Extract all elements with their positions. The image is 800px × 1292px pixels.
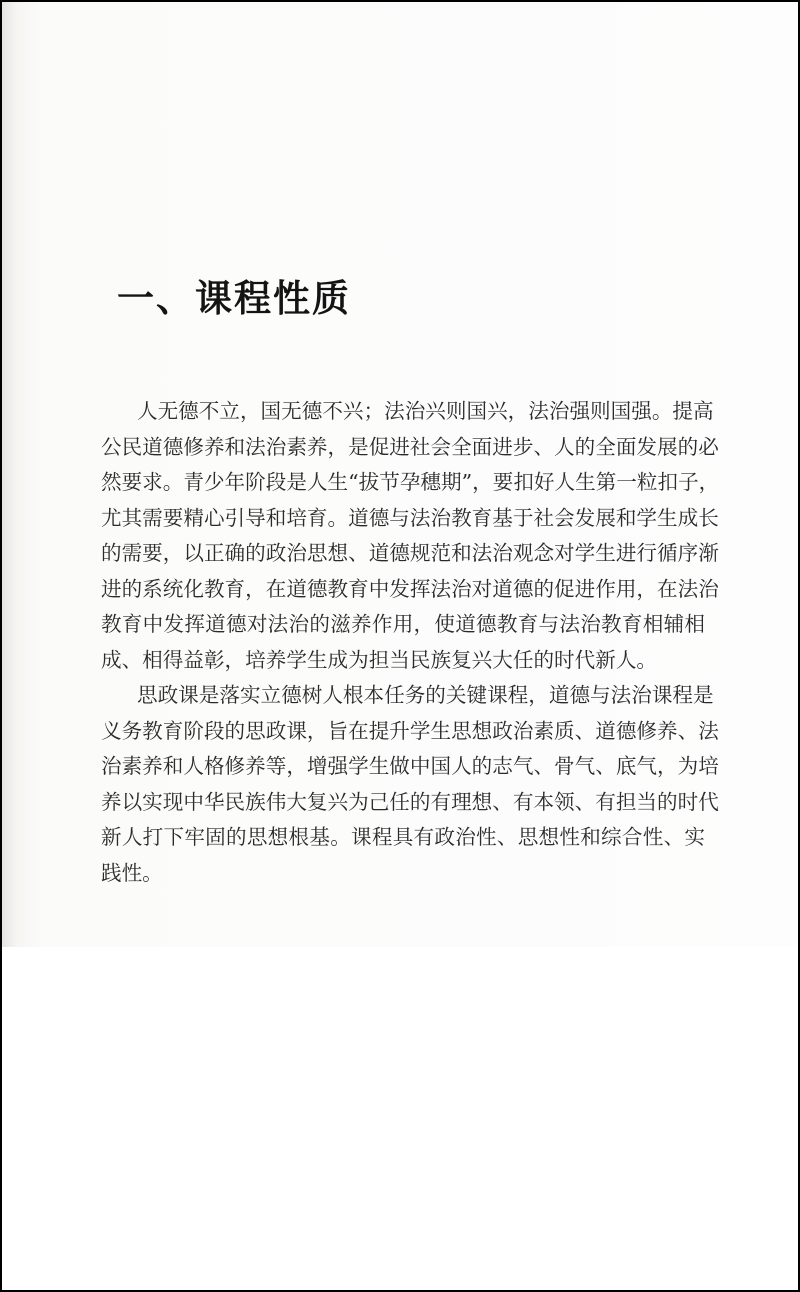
text-line: 然要求。青少年阶段是人生“拔节孕穗期”，要扣好人生第一粒扣子， <box>101 470 720 494</box>
text-line: 践性。 <box>101 860 163 885</box>
text-line: 思政课是落实立德树人根本任务的关键课程，道德与法治课程是 <box>137 683 714 707</box>
text-line: 教育中发挥道德对法治的滋养作用，使道德教育与法治教育相辅相 <box>101 612 705 636</box>
text-line: 人无德不立，国无德不兴；法治兴则国兴，法治强则国强。提高 <box>137 399 714 423</box>
text-line: 尤其需要精心引导和培育。道德与法治教育基于社会发展和学生成长 <box>101 505 719 530</box>
paragraph-1 <box>101 394 720 678</box>
text-line: 进的系统化教育，在道德教育中发挥法治对道德的促进作用，在法治 <box>101 576 719 601</box>
paragraph-2 <box>101 678 719 891</box>
text-line: 的需要，以正确的政治思想、道德规范和法治观念对学生进行循序渐 <box>101 541 719 565</box>
text-line: 养以实现中华民族伟大复兴为己任的有理想、有本领、有担当的时代 <box>101 789 719 814</box>
text-line: 义务教育阶段的思政课，旨在提升学生思想政治素质、道德修养、法 <box>101 718 719 743</box>
text-line: 治素养和人格修养等，增强学生做中国人的志气、骨气、底气，为培 <box>101 754 719 778</box>
text-line: 公民道德修养和法治素养，是促进社会全面进步、人的全面发展的必 <box>101 434 719 459</box>
section-title: 一、课程性质 <box>117 277 351 320</box>
text-line: 新人打下牢固的思想根基。课程具有政治性、思想性和综合性、实 <box>101 825 705 849</box>
text-line: 成、相得益彰，培养学生成为担当民族复兴大任的时代新人。 <box>101 647 658 672</box>
